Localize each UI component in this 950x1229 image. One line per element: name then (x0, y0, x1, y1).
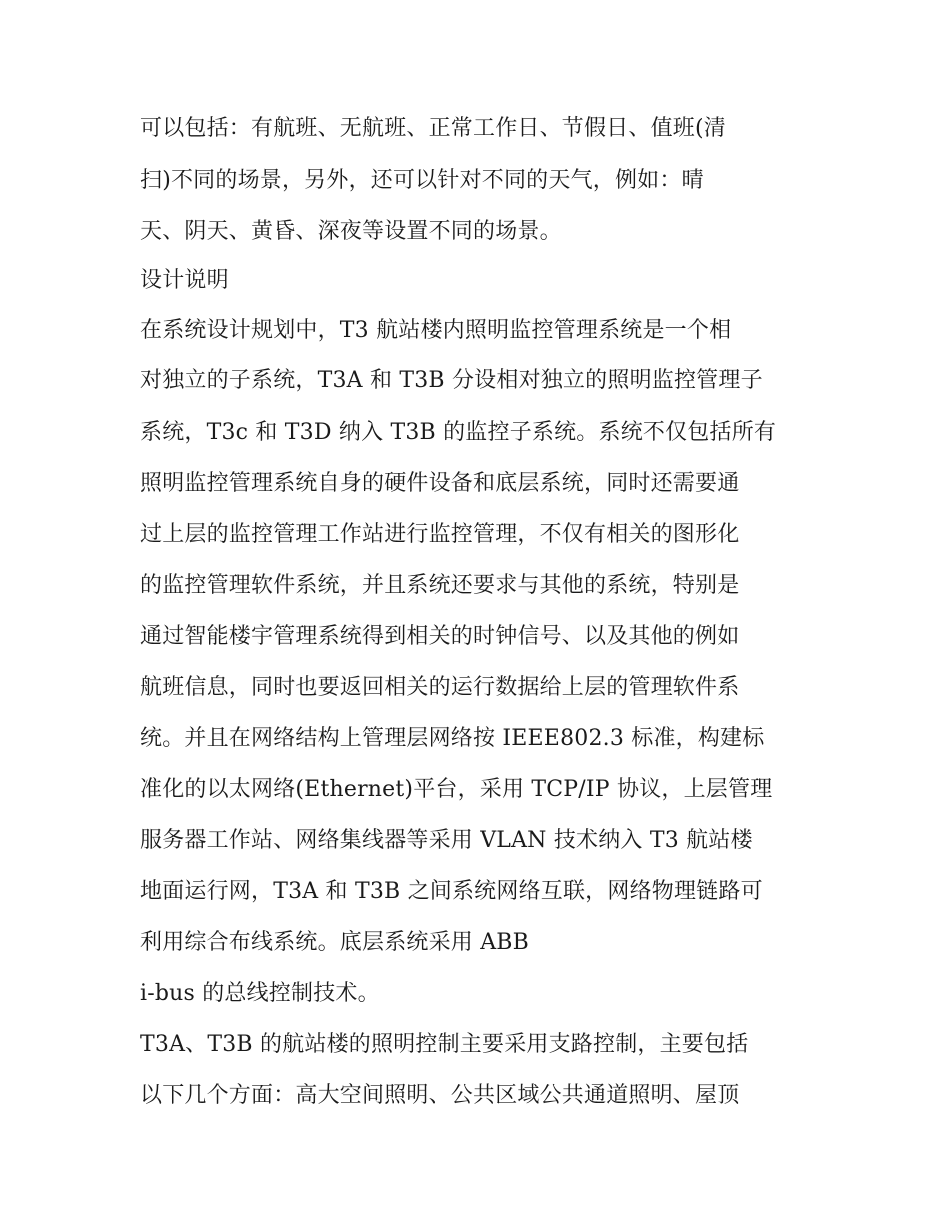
text-line: 天、阴天、黄昏、深夜等设置不同的场景。 (140, 219, 562, 244)
text-line: 以下几个方面：高大空间照明、公共区域公共通道照明、屋顶 (140, 1083, 740, 1108)
section-heading: 设计说明 (140, 268, 229, 293)
text-line: 准化的以太网络(Ethernet)平台，采用 TCP/IP 协议，上层管理 (140, 777, 773, 802)
text-line: 的监控管理软件系统，并且系统还要求与其他的系统，特别是 (140, 573, 740, 598)
text-line: 可以包括：有航班、无航班、正常工作日、节假日、值班(清 (140, 116, 726, 141)
text-line: 地面运行网，T3A 和 T3B 之间系统网络互联，网络物理链路可 (140, 879, 763, 904)
text-line: i-bus 的总线控制技术。 (140, 981, 380, 1006)
text-line: 扫)不同的场景，另外，还可以针对不同的天气，例如：晴 (140, 168, 704, 193)
text-line: T3A、T3B 的航站楼的照明控制主要采用支路控制，主要包括 (140, 1032, 749, 1057)
text-line: 在系统设计规划中，T3 航站楼内照明监控管理系统是一个相 (140, 318, 732, 343)
text-line: 系统，T3c 和 T3D 纳入 T3B 的监控子系统。系统不仅包括所有 (140, 420, 777, 445)
text-line: 对独立的子系统，T3A 和 T3B 分设相对独立的照明监控管理子 (140, 368, 763, 393)
text-line: 照明监控管理系统自身的硬件设备和底层系统，同时还需要通 (140, 471, 740, 496)
text-line: 航班信息，同时也要返回相关的运行数据给上层的管理软件系 (140, 675, 740, 700)
text-line: 统。并且在网络结构上管理层网络按 IEEE802.3 标准，构建标 (140, 726, 765, 751)
text-line: 过上层的监控管理工作站进行监控管理，不仅有相关的图形化 (140, 522, 740, 547)
text-line: 服务器工作站、网络集线器等采用 VLAN 技术纳入 T3 航站楼 (140, 828, 753, 853)
text-line: 利用综合布线系统。底层系统采用 ABB (140, 930, 530, 955)
text-line: 通过智能楼宇管理系统得到相关的时钟信号、以及其他的例如 (140, 624, 740, 649)
